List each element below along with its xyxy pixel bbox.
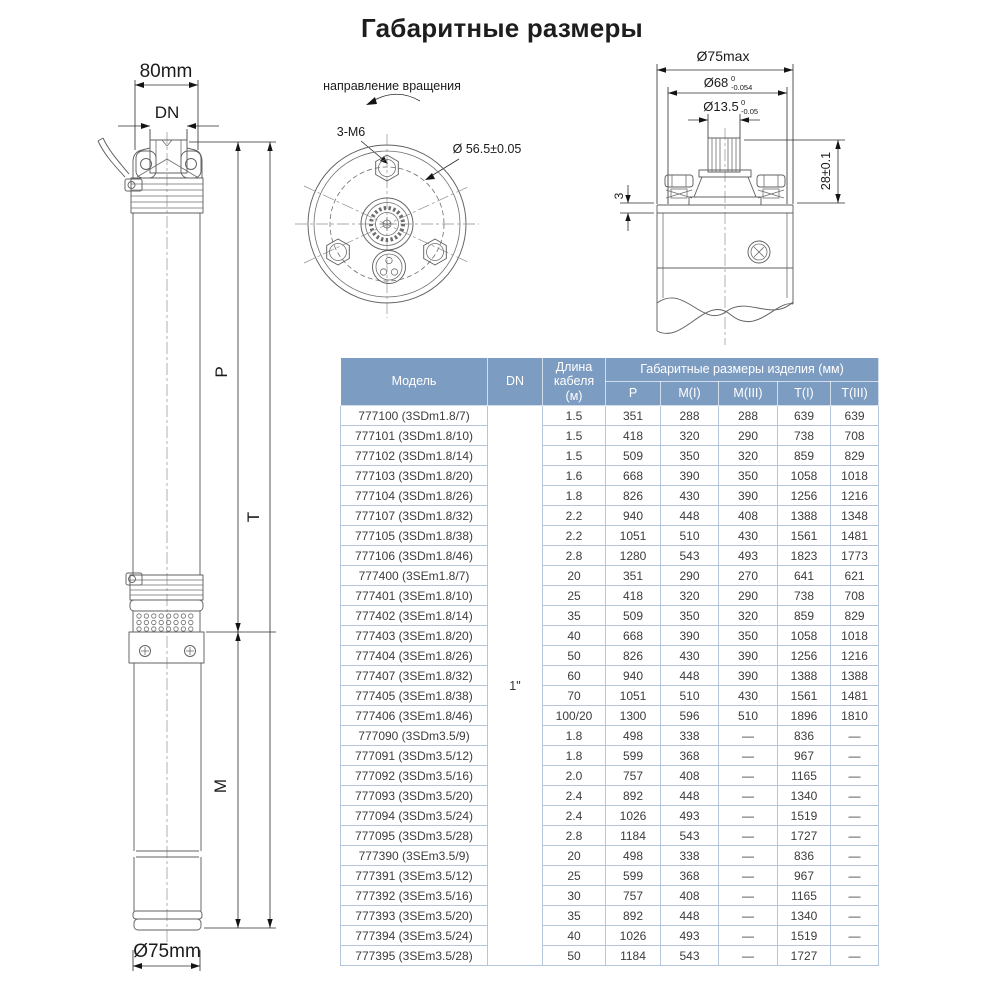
p-cell: 826 <box>606 646 661 666</box>
m3-cell: — <box>719 906 778 926</box>
col-header-t1: T(I) <box>778 382 831 406</box>
t1-cell: 639 <box>778 406 831 426</box>
m3-cell: 430 <box>719 686 778 706</box>
p-cell: 1051 <box>606 526 661 546</box>
table-row <box>341 786 879 806</box>
table-row <box>341 426 879 446</box>
model-cell: 777092 (3SDm3.5/16) <box>341 766 488 786</box>
cable-cell: 20 <box>543 846 606 866</box>
d13-5-dimension <box>688 98 760 138</box>
m3-cell: — <box>719 886 778 906</box>
m3-cell: 390 <box>719 486 778 506</box>
d75max-label: Ø75max <box>696 48 750 64</box>
p-cell: 599 <box>606 866 661 886</box>
t1-cell: 836 <box>778 726 831 746</box>
motor-detail-drawing <box>612 40 852 352</box>
m3-cell: 350 <box>719 626 778 646</box>
p-cell: 1026 <box>606 806 661 826</box>
m1-cell: 320 <box>661 586 719 606</box>
m1-cell: 290 <box>661 566 719 586</box>
t1-cell: 1165 <box>778 886 831 906</box>
m3-cell: — <box>719 846 778 866</box>
cable-cell: 1.8 <box>543 746 606 766</box>
table-row <box>341 726 879 746</box>
model-cell: 777094 (3SDm3.5/24) <box>341 806 488 826</box>
table-row <box>341 486 879 506</box>
p-cell: 351 <box>606 566 661 586</box>
t1-cell: 1561 <box>778 686 831 706</box>
table-row <box>341 926 879 946</box>
t1-cell: 1727 <box>778 946 831 966</box>
cable-cell: 20 <box>543 566 606 586</box>
t1-cell: 1896 <box>778 706 831 726</box>
model-cell: 777105 (3SDm1.8/38) <box>341 526 488 546</box>
col-header-m3: M(III) <box>719 382 778 406</box>
collar <box>130 600 203 611</box>
spigot-leader <box>425 159 459 180</box>
table-row <box>341 846 879 866</box>
t3-cell: 1018 <box>831 466 879 486</box>
p-cell: 1051 <box>606 686 661 706</box>
page-title: Габаритные размеры <box>361 13 643 43</box>
cable-cell: 1.6 <box>543 466 606 486</box>
model-cell: 777392 (3SEm3.5/16) <box>341 886 488 906</box>
m1-cell: 543 <box>661 826 719 846</box>
table-row <box>341 866 879 886</box>
cable-cell: 1.5 <box>543 426 606 446</box>
d13-5-tol-high: 0 <box>741 98 746 107</box>
lower-ribbed-joint <box>130 575 203 600</box>
d13-5-tol-low: -0.05 <box>741 107 759 116</box>
p-cell: 1026 <box>606 926 661 946</box>
m3-cell: 270 <box>719 566 778 586</box>
m3-cell: — <box>719 766 778 786</box>
model-cell: 777106 (3SDm1.8/46) <box>341 546 488 566</box>
dn-label: DN <box>154 103 180 122</box>
splined-shaft <box>708 138 740 172</box>
p-cell: 892 <box>606 906 661 926</box>
t1-cell: 738 <box>778 586 831 606</box>
m1-cell: 368 <box>661 746 719 766</box>
col-header-p: P <box>606 382 661 406</box>
table-row <box>341 666 879 686</box>
d68-tol-low: -0.054 <box>731 83 753 92</box>
m1-cell: 596 <box>661 706 719 726</box>
cable-cell: 100/20 <box>543 706 606 726</box>
cable-cell: 1.8 <box>543 486 606 506</box>
p-cell: 1300 <box>606 706 661 726</box>
table-row <box>341 606 879 626</box>
model-cell: 777390 (3SEm3.5/9) <box>341 846 488 866</box>
t1-cell: 836 <box>778 846 831 866</box>
rotation-arrow <box>366 94 420 105</box>
model-cell: 777102 (3SDm1.8/14) <box>341 446 488 466</box>
t1-cell: 738 <box>778 426 831 446</box>
t1-cell: 1519 <box>778 926 831 946</box>
table-row <box>341 446 879 466</box>
dn-merged-cell: 1" <box>488 406 543 966</box>
m1-cell: 430 <box>661 646 719 666</box>
m3-cell: — <box>719 806 778 826</box>
m1-cell: 448 <box>661 786 719 806</box>
m3-cell: 430 <box>719 526 778 546</box>
m3-cell: — <box>719 926 778 946</box>
cable-cell: 50 <box>543 646 606 666</box>
cable-cell: 40 <box>543 626 606 646</box>
pump-side-view-drawing <box>88 52 292 978</box>
model-cell: 777407 (3SEm1.8/32) <box>341 666 488 686</box>
m1-cell: 320 <box>661 426 719 446</box>
m1-cell: 408 <box>661 766 719 786</box>
m3-cell: 320 <box>719 606 778 626</box>
t3-cell: 1481 <box>831 526 879 546</box>
m1-cell: 448 <box>661 906 719 926</box>
m-dimension-label: M <box>211 778 230 794</box>
cable-cell: 50 <box>543 946 606 966</box>
m1-cell: 390 <box>661 466 719 486</box>
col-header-t3: T(III) <box>831 382 879 406</box>
m3-cell: — <box>719 786 778 806</box>
t1-cell: 1165 <box>778 766 831 786</box>
p-dimension-label: P <box>212 366 231 378</box>
p-cell: 757 <box>606 766 661 786</box>
cable-cell: 70 <box>543 686 606 706</box>
width-label: 80mm <box>139 61 193 82</box>
t3-cell: 1348 <box>831 506 879 526</box>
model-cell: 777090 (3SDm3.5/9) <box>341 726 488 746</box>
model-cell: 777091 (3SDm3.5/12) <box>341 746 488 766</box>
t1-cell: 1340 <box>778 786 831 806</box>
d68-tol-high: 0 <box>731 74 736 83</box>
p-cell: 418 <box>606 426 661 446</box>
t1-cell: 1256 <box>778 486 831 506</box>
cable-cell: 35 <box>543 906 606 926</box>
table-row <box>341 766 879 786</box>
m3-cell: 288 <box>719 406 778 426</box>
p-cell: 940 <box>606 666 661 686</box>
m3-cell: — <box>719 826 778 846</box>
model-cell: 777403 (3SEm1.8/20) <box>341 626 488 646</box>
t3-cell: — <box>831 746 879 766</box>
t3-cell: — <box>831 766 879 786</box>
model-cell: 777093 (3SDm3.5/20) <box>341 786 488 806</box>
t3-cell: 1216 <box>831 646 879 666</box>
model-cell: 777107 (3SDm1.8/32) <box>341 506 488 526</box>
model-cell: 777404 (3SEm1.8/26) <box>341 646 488 666</box>
m3-cell: 320 <box>719 446 778 466</box>
p-cell: 1184 <box>606 826 661 846</box>
bolts-leader <box>361 141 388 164</box>
t1-cell: 1519 <box>778 806 831 826</box>
p-cell: 498 <box>606 726 661 746</box>
p-cell: 826 <box>606 486 661 506</box>
table-row <box>341 826 879 846</box>
table-row <box>341 946 879 966</box>
cable-cell: 2.4 <box>543 806 606 826</box>
p-cell: 1280 <box>606 546 661 566</box>
p-cell: 498 <box>606 846 661 866</box>
m3-cell: 390 <box>719 666 778 686</box>
p-cell: 509 <box>606 606 661 626</box>
m1-cell: 350 <box>661 606 719 626</box>
gap-dimension <box>612 185 654 231</box>
cable-cell: 2.2 <box>543 526 606 546</box>
cable-cell: 2.2 <box>543 506 606 526</box>
model-cell: 777401 (3SEm1.8/10) <box>341 586 488 606</box>
m3-cell: — <box>719 866 778 886</box>
m3-cell: 350 <box>719 466 778 486</box>
col-header-group: Габаритные размеры изделия (мм) <box>606 358 879 382</box>
col-header-cable: Длина кабеля (м) <box>543 358 606 406</box>
m1-cell: 510 <box>661 686 719 706</box>
t3-cell: 1481 <box>831 686 879 706</box>
t3-cell: — <box>831 906 879 926</box>
table-header <box>341 358 879 406</box>
t3-cell: — <box>831 886 879 906</box>
m1-cell: 448 <box>661 506 719 526</box>
t3-cell: — <box>831 726 879 746</box>
t-dimension-label: T <box>244 511 263 523</box>
cable-cell: 25 <box>543 586 606 606</box>
model-cell: 777394 (3SEm3.5/24) <box>341 926 488 946</box>
cable-cell: 2.0 <box>543 766 606 786</box>
cable-cell: 25 <box>543 866 606 886</box>
t1-cell: 1058 <box>778 466 831 486</box>
model-cell: 777393 (3SEm3.5/20) <box>341 906 488 926</box>
table-row <box>341 546 879 566</box>
m1-cell: 493 <box>661 926 719 946</box>
m1-cell: 448 <box>661 666 719 686</box>
cable-cell: 35 <box>543 606 606 626</box>
m3-cell: — <box>719 946 778 966</box>
cable-gland <box>373 251 406 284</box>
model-cell: 777406 (3SEm1.8/46) <box>341 706 488 726</box>
m3-cell: 510 <box>719 706 778 726</box>
gap-label: 3 <box>612 192 626 200</box>
cable-cell: 40 <box>543 926 606 946</box>
model-cell: 777100 (3SDm1.8/7) <box>341 406 488 426</box>
p-cell: 757 <box>606 886 661 906</box>
t3-cell: 1773 <box>831 546 879 566</box>
d13-5-label: Ø13.5 <box>703 99 739 114</box>
col-header-dn: DN <box>488 358 543 406</box>
p-cell: 509 <box>606 446 661 466</box>
m1-cell: 543 <box>661 946 719 966</box>
p-cell: 1184 <box>606 946 661 966</box>
table-row <box>341 586 879 606</box>
model-cell: 777095 (3SDm3.5/28) <box>341 826 488 846</box>
m1-cell: 408 <box>661 886 719 906</box>
m3-cell: — <box>719 746 778 766</box>
t3-cell: 1388 <box>831 666 879 686</box>
table-row <box>341 686 879 706</box>
t1-cell: 967 <box>778 746 831 766</box>
coupling-section <box>129 632 204 663</box>
t1-cell: 1727 <box>778 826 831 846</box>
cable-cell: 1.8 <box>543 726 606 746</box>
t1-cell: 859 <box>778 446 831 466</box>
cable-cell: 60 <box>543 666 606 686</box>
t3-cell: — <box>831 826 879 846</box>
m3-cell: 408 <box>719 506 778 526</box>
t1-cell: 967 <box>778 866 831 886</box>
p-cell: 418 <box>606 586 661 606</box>
model-cell: 777103 (3SDm1.8/20) <box>341 466 488 486</box>
cable-cell: 1.5 <box>543 406 606 426</box>
m1-cell: 493 <box>661 806 719 826</box>
t3-cell: — <box>831 786 879 806</box>
cable-cell: 2.8 <box>543 546 606 566</box>
terminal-right <box>757 175 785 198</box>
t3-cell: — <box>831 866 879 886</box>
model-cell: 777402 (3SEm1.8/14) <box>341 606 488 626</box>
m1-cell: 368 <box>661 866 719 886</box>
model-cell: 777101 (3SDm1.8/10) <box>341 426 488 446</box>
model-cell: 777391 (3SEm3.5/12) <box>341 866 488 886</box>
m1-cell: 288 <box>661 406 719 426</box>
height-dimension <box>744 140 845 203</box>
p-cell: 668 <box>606 626 661 646</box>
t3-cell: 829 <box>831 606 879 626</box>
table-row <box>341 626 879 646</box>
t1-cell: 1823 <box>778 546 831 566</box>
t3-cell: 621 <box>831 566 879 586</box>
table-row <box>341 706 879 726</box>
m1-cell: 390 <box>661 626 719 646</box>
m3-cell: — <box>719 726 778 746</box>
dimensions-table <box>340 357 879 966</box>
m1-cell: 510 <box>661 526 719 546</box>
height-label: 28±0.1 <box>819 151 833 191</box>
table-body <box>341 406 879 966</box>
bolts-label: 3-M6 <box>336 125 366 139</box>
t3-cell: — <box>831 846 879 866</box>
t1-cell: 1340 <box>778 906 831 926</box>
rotation-direction-label: направление вращения <box>323 79 461 93</box>
model-cell: 777104 (3SDm1.8/26) <box>341 486 488 506</box>
table-row <box>341 406 879 426</box>
table-row <box>341 806 879 826</box>
pump-body <box>133 213 200 575</box>
m3-cell: 390 <box>719 646 778 666</box>
d68-label: Ø68 <box>703 75 729 90</box>
motor-body <box>133 663 202 930</box>
table-row <box>341 646 879 666</box>
t3-cell: 708 <box>831 426 879 446</box>
m1-cell: 543 <box>661 546 719 566</box>
col-header-m1: M(I) <box>661 382 719 406</box>
bottom-diameter-label: Ø75mm <box>133 941 201 962</box>
t3-cell: 708 <box>831 586 879 606</box>
t1-cell: 1388 <box>778 506 831 526</box>
model-cell: 777395 (3SEm3.5/28) <box>341 946 488 966</box>
m1-cell: 430 <box>661 486 719 506</box>
t3-cell: 639 <box>831 406 879 426</box>
model-cell: 777405 (3SEm1.8/38) <box>341 686 488 706</box>
t3-cell: 1018 <box>831 626 879 646</box>
t3-cell: — <box>831 946 879 966</box>
table-row <box>341 746 879 766</box>
table-row <box>341 886 879 906</box>
cable-cell: 1.5 <box>543 446 606 466</box>
t3-cell: — <box>831 926 879 946</box>
p-cell: 351 <box>606 406 661 426</box>
m3-cell: 290 <box>719 426 778 446</box>
t1-cell: 1388 <box>778 666 831 686</box>
cable-cell: 30 <box>543 886 606 906</box>
t1-cell: 1058 <box>778 626 831 646</box>
t1-cell: 1561 <box>778 526 831 546</box>
bottom-diameter-dimension <box>133 941 201 971</box>
inlet-screen <box>133 611 200 632</box>
table-row <box>341 566 879 586</box>
p-cell: 940 <box>606 506 661 526</box>
t3-cell: 1810 <box>831 706 879 726</box>
model-cell: 777400 (3SEm1.8/7) <box>341 566 488 586</box>
t1-cell: 641 <box>778 566 831 586</box>
table-row <box>341 906 879 926</box>
pump-top-view-drawing <box>292 58 544 330</box>
table-row <box>341 466 879 486</box>
t1-cell: 859 <box>778 606 831 626</box>
t3-cell: 829 <box>831 446 879 466</box>
col-header-model: Модель <box>341 358 488 406</box>
m1-cell: 338 <box>661 846 719 866</box>
terminal-left <box>665 175 693 198</box>
t3-cell: — <box>831 806 879 826</box>
p-cell: 668 <box>606 466 661 486</box>
table-row <box>341 506 879 526</box>
cable-cell: 2.4 <box>543 786 606 806</box>
length-dimensions <box>189 142 276 928</box>
spigot-diameter-label: Ø 56.5±0.05 <box>452 142 522 156</box>
t3-cell: 1216 <box>831 486 879 506</box>
m1-cell: 350 <box>661 446 719 466</box>
m3-cell: 290 <box>719 586 778 606</box>
m1-cell: 338 <box>661 726 719 746</box>
pump-head <box>98 138 202 191</box>
cable-cell: 2.8 <box>543 826 606 846</box>
table-row <box>341 526 879 546</box>
t1-cell: 1256 <box>778 646 831 666</box>
p-cell: 599 <box>606 746 661 766</box>
m3-cell: 493 <box>719 546 778 566</box>
p-cell: 892 <box>606 786 661 806</box>
